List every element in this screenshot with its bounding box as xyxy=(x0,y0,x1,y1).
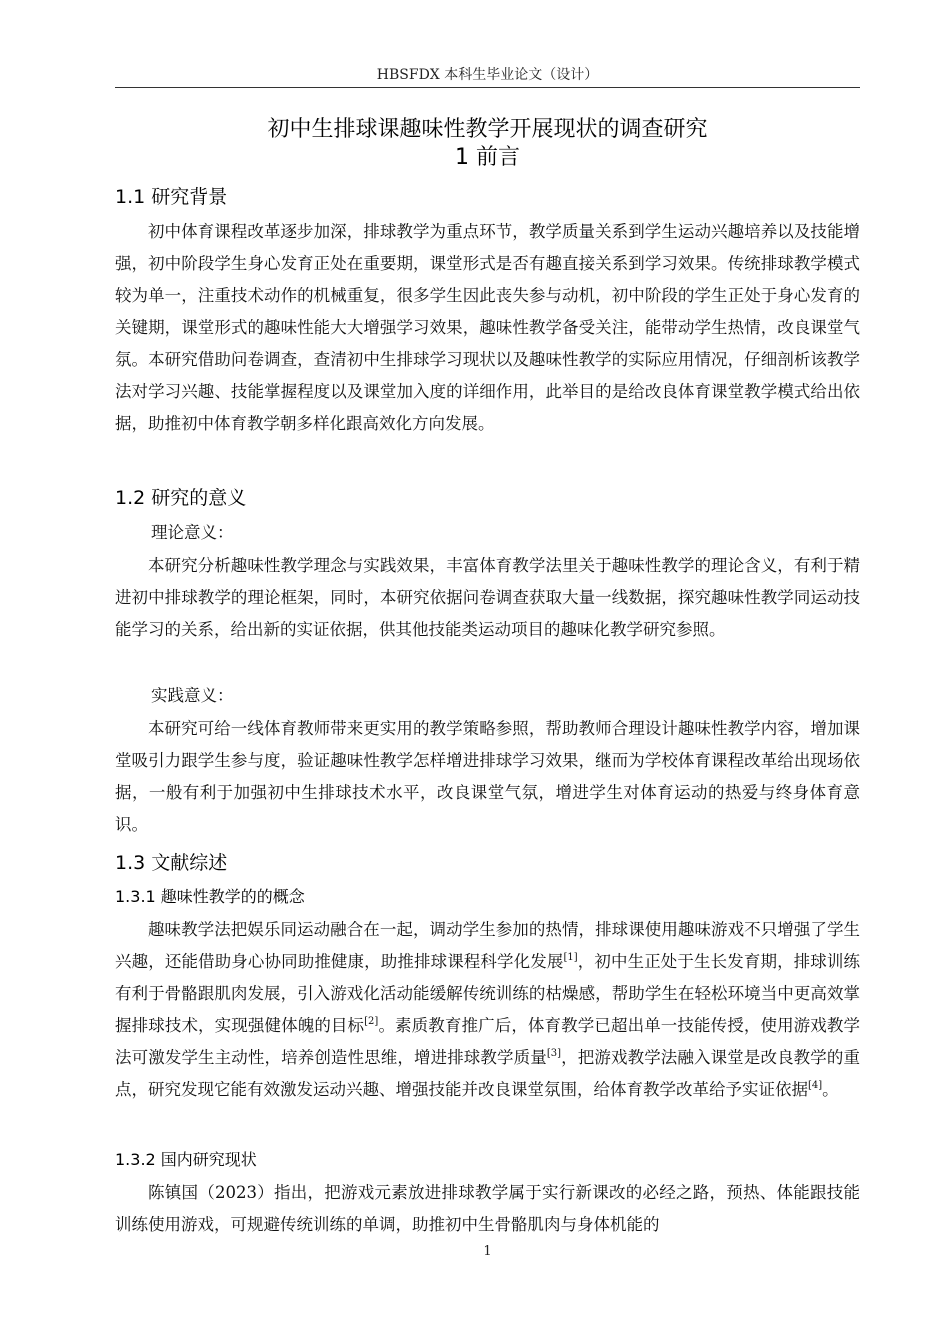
page-number: 1 xyxy=(483,1244,492,1259)
chapter-heading: 1 前言 xyxy=(455,145,520,170)
citation-1: [1] xyxy=(563,952,578,963)
practice-significance-paragraph: 本研究可给一线体育教师带来更实用的教学策略参照，帮助教师合理设计趣味性教学内容，增加课堂吸引力跟学生参与度，验证趣味性教学怎样增进排球学习效果，继而为学校体育课程改革给出现场依据，一般有利于加强初中生排球技术水平，改良课堂气氛，增进学生对体育运动的热爱与终身体育意识。 xyxy=(115,719,860,834)
section-heading-literature: 1.3 文献综述 xyxy=(115,852,228,874)
section-heading-significance: 1.2 研究的意义 xyxy=(115,487,247,509)
citation-3: [3] xyxy=(546,1048,562,1059)
theory-significance-label: 理论意义： xyxy=(151,523,234,542)
concept-paragraph xyxy=(115,914,860,1106)
concept-text-2: ，初中生正处于生长发育期，排球训练有利于骨骼跟肌肉发展，引入游戏化活动能缓解传统训练的枯燥感，帮助学生在轻松环境当中更高效掌握排球技术，实现强健体魄的目标 xyxy=(115,952,861,1035)
concept-text-3: 。素质教育推广后，体育教学已超出单一技能传授，使用游戏教学法可激发学生主动性，培养创造性思维，增进排球教学质量 xyxy=(115,1016,861,1067)
subsection-heading-domestic: 1.3.2 国内研究现状 xyxy=(115,1150,257,1169)
header-rule xyxy=(115,87,860,88)
citation-2: [2] xyxy=(364,1016,379,1027)
theory-significance-paragraph: 本研究分析趣味性教学理念与实践效果，丰富体育教学法里关于趣味性教学的理论含义，有利于精进初中排球教学的理论框架，同时，本研究依据问卷调查获取大量一线数据，探究趣味性教学同运动技能学习的关系，给出新的实证依据，供其他技能类运动项目的趣味化教学研究参照。 xyxy=(115,556,860,639)
domestic-research-paragraph: 陈镇国（2023）指出，把游戏元素放进排球教学属于实行新课改的必经之路，预热、体能跟技能训练使用游戏，可规避传统训练的单调，助推初中生骨骼肌肉与身体机能的 xyxy=(115,1183,860,1234)
background-paragraph: 初中体育课程改革逐步加深，排球教学为重点环节，教学质量关系到学生运动兴趣培养以及技能增强，初中阶段学生身心发育正处在重要期，课堂形式是否有趣直接关系到学习效果。传统排球教学模式较为单一，注重技术动作的机械重复，很多学生因此丧失参与动机，初中阶段的学生正处于身心发育的关键期，课堂形式的趣味性能大大增强学习效果，趣味性教学备受关注，能带动学生热情，改良课堂气氛。本研究借助问卷调查，查清初中生排球学习现状以及趣味性教学的实际应用情况，仔细剖析该教学法对学习兴趣、技能掌握程度以及课堂加入度的详细作用，此举目的是给改良体育课堂教学模式给出依据，助推初中体育教学朝多样化跟高效化方向发展。 xyxy=(115,222,860,433)
running-header: HBSFDX 本科生毕业论文（设计） xyxy=(376,67,599,83)
subsection-heading-concept: 1.3.1 趣味性教学的的概念 xyxy=(115,887,305,906)
paper-title: 初中生排球课趣味性教学开展现状的调查研究 xyxy=(267,117,708,142)
practice-significance-label: 实践意义： xyxy=(151,686,234,705)
concept-text-5: 。 xyxy=(822,1080,839,1099)
section-heading-background: 1.1 研究背景 xyxy=(115,186,228,208)
citation-4: [4] xyxy=(808,1080,823,1091)
concept-text-4: ，把游戏教学法融入课堂是改良教学的重点，研究发现它能有效激发运动兴趣、增强技能并改良课堂氛围，给体育教学改革给予实证依据 xyxy=(115,1048,861,1099)
concept-text-1: 趣味教学法把娱乐同运动融合在一起，调动学生参加的热情，排球课使用趣味游戏不只增强了学生兴趣，还能借助身心协同助推健康，助推排球课程科学化发展 xyxy=(115,920,860,971)
